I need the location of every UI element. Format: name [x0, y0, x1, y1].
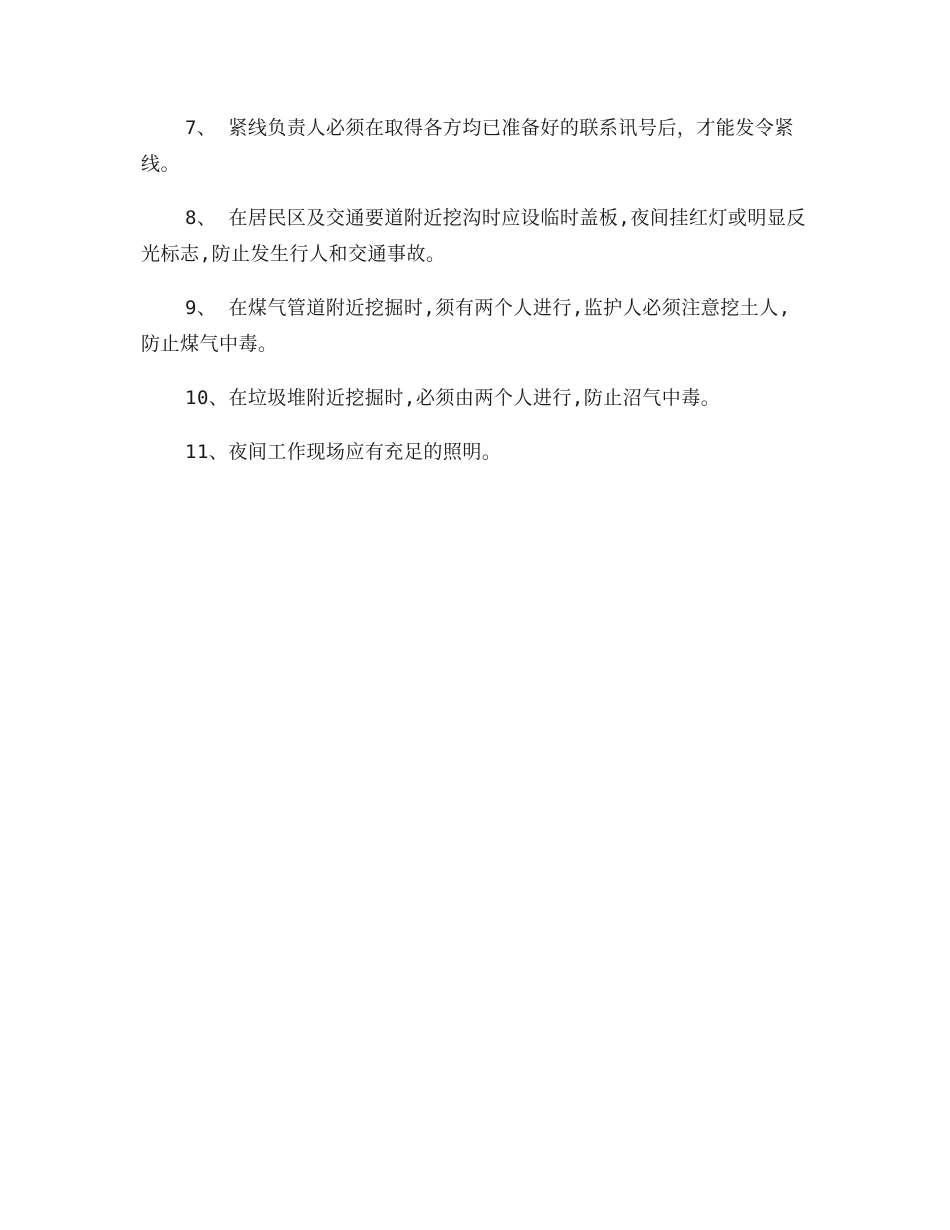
- paragraph-item-9: [141, 290, 809, 362]
- paragraph-number: 7、: [185, 117, 229, 139]
- paragraph-text: 在居民区及交通要道附近挖沟时应设临时盖板,夜间挂红灯或明显反光标志,防止发生行人和交通事故。: [141, 207, 806, 265]
- document-body: [141, 110, 809, 488]
- paragraph-item-8: [141, 200, 809, 272]
- paragraph-item-10: [141, 380, 809, 416]
- paragraph-text: 在煤气管道附近挖掘时,须有两个人进行,监护人必须注意挖土人,防止煤气中毒。: [141, 297, 791, 355]
- paragraph-item-7: [141, 110, 809, 182]
- paragraph-number: 8、: [185, 207, 229, 229]
- paragraph-text: 夜间工作现场应有充足的照明。: [228, 441, 502, 463]
- paragraph-number: 11、: [185, 441, 229, 463]
- paragraph-number: 9、: [185, 297, 229, 319]
- paragraph-text: 紧线负责人必须在取得各方均已准备好的联系讯号后，才能发令紧线。: [141, 117, 794, 175]
- paragraph-text: 在垃圾堆附近挖掘时,必须由两个人进行,防止沼气中毒。: [228, 387, 721, 409]
- paragraph-number: 10、: [185, 387, 229, 409]
- paragraph-item-11: [141, 434, 809, 470]
